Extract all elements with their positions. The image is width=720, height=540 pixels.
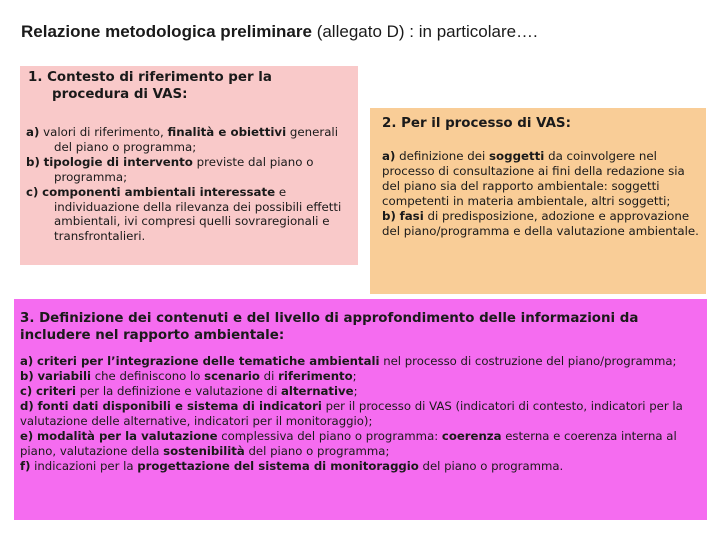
list-item — [20, 369, 700, 384]
item-text: e individuazione della rilevanza dei possibili effetti ambientali, ivi compresi quelli sovraregionali e transfrontalieri. — [54, 184, 342, 244]
item-label: a) — [26, 125, 40, 139]
item-emphasis: tipologie di intervento — [43, 154, 193, 169]
item-text: esterna e coerenza interna al piano, valutazione della — [20, 429, 677, 458]
list-item — [26, 125, 353, 155]
list-item — [382, 209, 700, 239]
list-item — [20, 459, 700, 474]
item-emphasis: criteri per l’integrazione delle tematiche ambientali — [36, 354, 380, 368]
list-item — [20, 354, 700, 369]
item-text: nel processo di costruzione del piano/programma; — [379, 354, 677, 368]
item-text: ; — [353, 384, 358, 398]
item-label: e) — [20, 429, 34, 443]
item-emphasis: soggetti — [489, 149, 545, 163]
contents-box — [14, 299, 707, 520]
item-emphasis: coerenza — [441, 429, 502, 443]
process-list — [382, 149, 700, 238]
item-label: b) — [20, 369, 34, 383]
item-text: di predisposizione, adozione e approvazione del piano/programma e della valutazione ambientale. — [382, 208, 699, 238]
contents-heading: 3. Definizione dei contenuti e del livello di approfondimento delle informazioni da includere nel rapporto ambientale: — [20, 311, 639, 343]
item-label: a) — [20, 354, 34, 368]
item-emphasis: progettazione del sistema di monitoraggio — [137, 459, 419, 473]
item-emphasis: scenario — [204, 369, 260, 383]
item-emphasis: finalità e obiettivi — [167, 125, 287, 139]
context-heading-line2: procedura di VAS: — [52, 87, 188, 102]
item-text: per la definizione e valutazione di — [75, 384, 282, 398]
process-box — [370, 108, 706, 294]
item-emphasis: sostenibilità — [163, 444, 245, 458]
item-text: da coinvolgere nel processo di consultazione ai fini della redazione sia del piano sia del rapporto ambientale: soggetti competenti in materia ambientale, altri soggetti; — [382, 149, 685, 208]
list-item — [26, 155, 353, 185]
item-text: che definiscono lo — [90, 369, 205, 383]
item-label: a) — [382, 149, 396, 163]
item-text: di — [259, 369, 279, 383]
item-emphasis: fasi — [399, 208, 424, 223]
item-text: ; — [352, 369, 357, 383]
item-text: definizione dei — [395, 149, 489, 163]
item-emphasis: variabili — [37, 369, 91, 383]
item-text: del piano o programma. — [418, 459, 564, 473]
title-bold: Relazione metodologica preliminare — [21, 22, 312, 41]
list-item — [20, 399, 700, 429]
item-text: del piano o programma; — [244, 444, 390, 458]
item-label: b) — [382, 208, 396, 223]
item-text: generali del piano o programma; — [54, 125, 338, 154]
item-label: b) — [26, 154, 40, 169]
item-emphasis: modalità per la valutazione — [37, 429, 218, 443]
list-item — [20, 429, 700, 459]
item-text: complessiva del piano o programma: — [217, 429, 442, 443]
item-label: d) — [20, 399, 34, 413]
context-box — [20, 66, 358, 265]
item-label: c) — [26, 184, 39, 199]
item-emphasis: componenti ambientali interessate — [42, 184, 276, 199]
item-text: indicazioni per la — [30, 459, 138, 473]
title-rest: (allegato D) : in particolare…. — [311, 22, 538, 41]
item-emphasis: fonti dati disponibili e sistema di indicatori — [37, 399, 322, 413]
process-heading: 2. Per il processo di VAS: — [382, 116, 571, 131]
item-text: per il processo di VAS (indicatori di contesto, indicatori per la valutazione delle alternative, indicatori per il monitoraggio); — [20, 399, 683, 428]
list-item — [382, 149, 700, 209]
item-text: previste dal piano o programma; — [54, 154, 314, 184]
context-heading-line1: 1. Contesto di riferimento per la — [28, 70, 272, 85]
list-item — [20, 384, 700, 399]
contents-list — [20, 354, 700, 474]
item-emphasis: alternative — [281, 384, 354, 398]
context-list — [26, 125, 353, 244]
list-item — [26, 185, 353, 245]
page-title — [21, 22, 701, 42]
item-emphasis: riferimento — [278, 369, 353, 383]
item-text: valori di riferimento, — [39, 125, 168, 139]
item-emphasis: criteri — [36, 384, 76, 398]
item-label: f) — [20, 459, 31, 473]
item-label: c) — [20, 384, 33, 398]
context-heading — [26, 69, 353, 103]
